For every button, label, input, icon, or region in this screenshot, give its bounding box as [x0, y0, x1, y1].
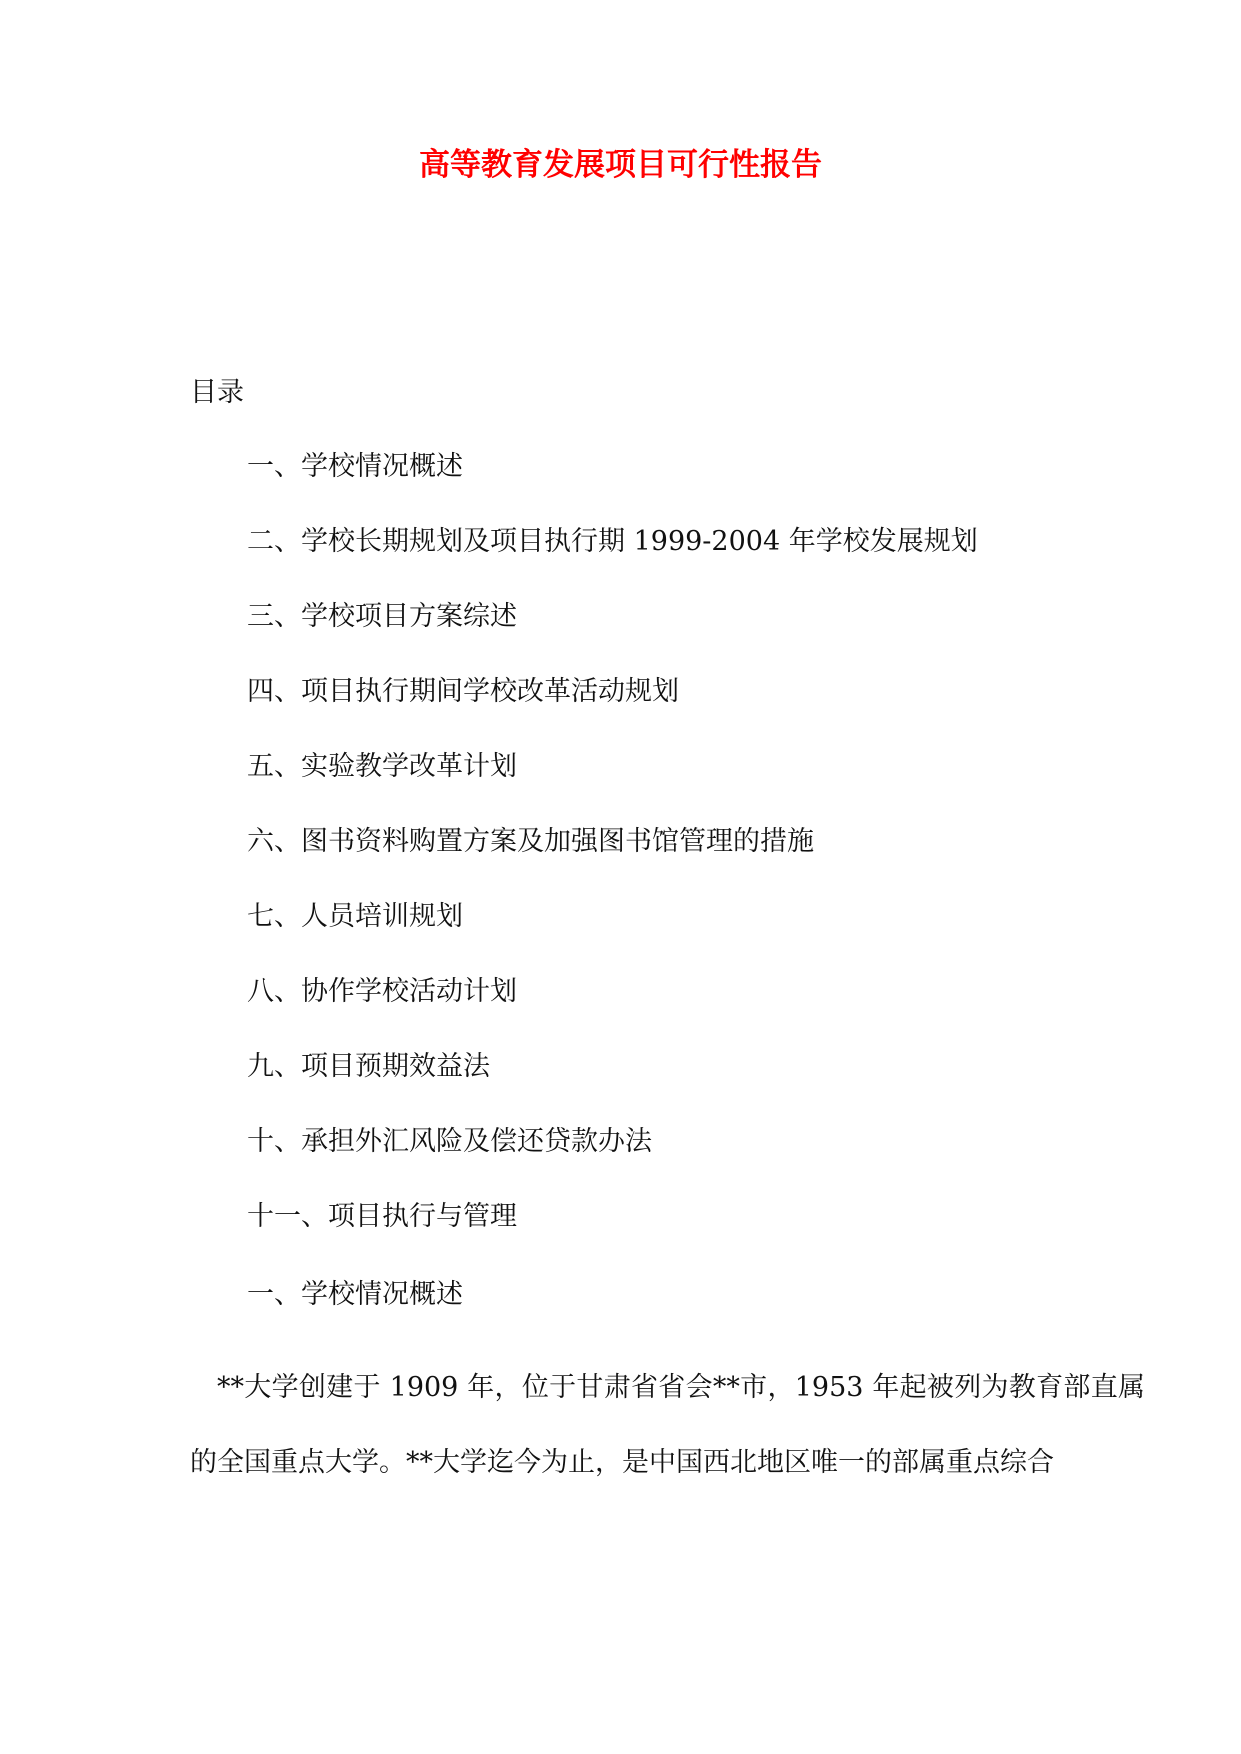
body-paragraph: **大学创建于 1909 年，位于甘肃省省会**市，1953 年起被列为教育部直属的全国重点大学。**大学迄今为止，是中国西北地区唯一的部属重点综合 [190, 1372, 1145, 1478]
toc-item: 五、实验教学改革计划 [247, 751, 517, 782]
toc-item: 四、项目执行期间学校改革活动规划 [247, 676, 679, 707]
toc-item: 八、协作学校活动计划 [247, 976, 517, 1007]
toc-item: 十、承担外汇风险及偿还贷款办法 [247, 1126, 652, 1157]
toc-item: 六、图书资料购置方案及加强图书馆管理的措施 [247, 826, 814, 857]
document-title: 高等教育发展项目可行性报告 [419, 147, 822, 183]
toc-item: 十一、项目执行与管理 [247, 1201, 517, 1232]
toc-item: 二、学校长期规划及项目执行期 1999-2004 年学校发展规划 [247, 526, 978, 557]
section-heading: 一、学校情况概述 [247, 1279, 463, 1310]
toc-item: 一、学校情况概述 [247, 451, 463, 482]
toc-item: 七、人员培训规划 [247, 901, 463, 932]
toc-item: 三、学校项目方案综述 [247, 601, 517, 632]
toc-item: 九、项目预期效益法 [247, 1051, 490, 1082]
toc-heading: 目录 [190, 377, 244, 408]
table-of-contents [247, 447, 978, 1272]
